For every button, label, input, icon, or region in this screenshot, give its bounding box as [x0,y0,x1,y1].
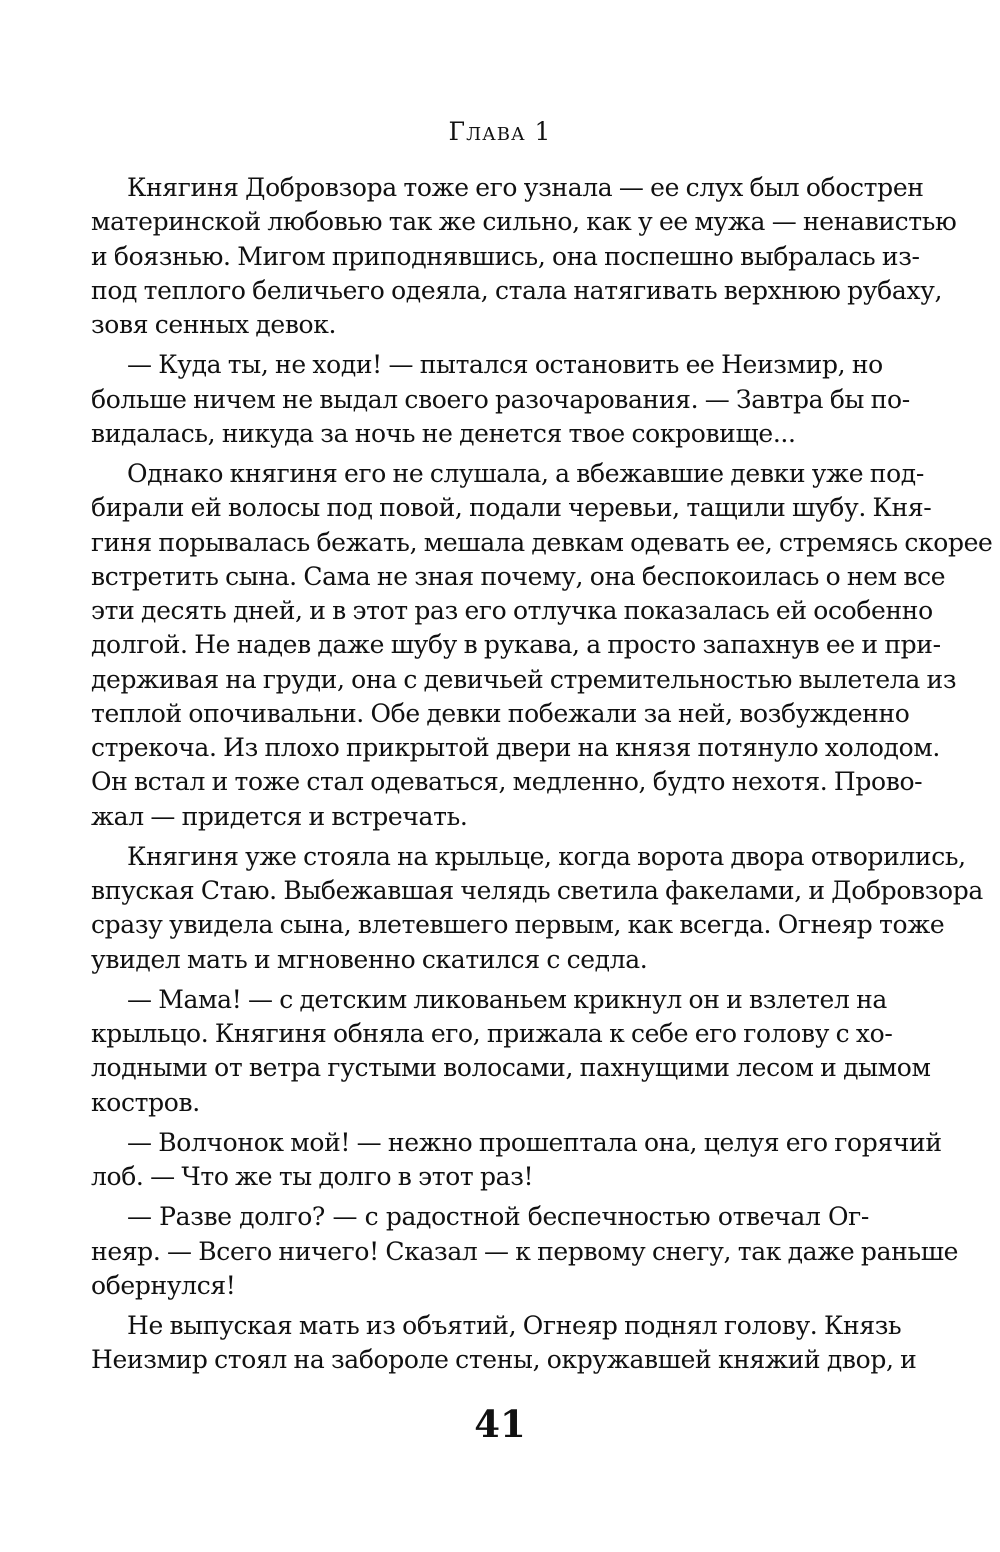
text-line: под теплого беличьего одеяла, стала натягивать верхнюю рубаху, [91,275,943,305]
text-line: — Волчонок мой! — нежно прошептала она, целуя его горячий [127,1127,942,1157]
text-line: Княгиня уже стояла на крыльце, когда ворота двора отворились, [127,841,966,871]
text-line: Не выпуская мать из объятий, Огнеяр поднял голову. Князь [127,1311,902,1340]
text-line: костров. [91,1087,200,1117]
text-line: встретить сына. Сама не зная почему, она беспокоилась о нем все [91,561,946,591]
text-line: — Разве долго? — с радостной беспечностью отвечал Ог- [127,1202,869,1232]
text-line: видалась, никуда за ночь не денется твое сокровище... [91,418,796,448]
text-line: крыльцо. Княгиня обняла его, прижала к себе его голову с хо- [91,1019,893,1048]
paragraph [91,840,983,977]
text-line: материнской любовью так же сильно, как у ее мужа — ненавистью [91,207,957,237]
paragraph [91,457,993,834]
text-line: жал — придется и встречать. [91,801,468,831]
text-line: лодными от ветра густыми волосами, пахнущими лесом и дымом [91,1053,931,1083]
text-line: Княгиня Добровзора тоже его узнала — ее слух был обострен [127,173,924,202]
text-line: больше ничем не выдал своего разочарования. — Завтра бы по- [91,384,910,414]
paragraph [91,348,910,451]
text-line: бирали ей волосы под повой, подали черевьи, тащили шубу. Кня- [91,493,932,523]
text-line: неяр. — Всего ничего! Сказал — к первому снегу, так даже раньше [91,1236,959,1266]
paragraph [91,983,931,1120]
text-line: Однако княгиня его не слушала, а вбежавшие девки уже под- [127,459,924,488]
text-line: — Мама! — с детским ликованьем крикнул он и взлетел на [127,984,887,1014]
text-line: Неизмир стоял на забороле стены, окружавшей княжий двор, и [91,1345,917,1375]
paragraph [91,1200,959,1303]
text-line: сразу увидела сына, влетевшего первым, как всегда. Огнеяр тоже [91,910,945,940]
paragraph [91,171,957,342]
text-line: Он встал и тоже стал одеваться, медленно, будто нехотя. Прово- [91,767,923,797]
text-line: лоб. — Что же ты долго в этот раз! [91,1162,534,1191]
page-number: 41 [474,1402,526,1446]
text-line: держивая на груди, она с девичьей стремительностью вылетела из [91,664,957,694]
text-line: долгой. Не надев даже шубу в рукава, а просто запахнув ее и при- [91,630,941,660]
text-line: эти десять дней, и в этот раз его отлучка показалась ей особенно [91,596,933,625]
chapter-header: Глава 1 [448,117,552,146]
text-line: и боязнью. Мигом приподнявшись, она поспешно выбралась из- [91,241,920,271]
page-body [91,171,993,1384]
text-line: — Куда ты, не ходи! — пытался остановить ее Неизмир, но [127,350,883,380]
text-line: гиня порывалась бежать, мешала девкам одевать ее, стремясь скорее [91,527,993,557]
text-line: зовя сенных девок. [91,310,337,339]
text-line: впуская Стаю. Выбежавшая челядь светила факелами, и Добровзора [91,876,983,905]
paragraph [91,1126,942,1195]
text-line: обернулся! [91,1270,236,1300]
text-line: стрекоча. Из плохо прикрытой двери на князя потянуло холодом. [91,733,940,762]
paragraph [91,1309,917,1378]
text-line: теплой опочивальни. Обе девки побежали за ней, возбужденно [91,698,910,728]
text-line: увидел мать и мгновенно скатился с седла. [91,944,648,974]
